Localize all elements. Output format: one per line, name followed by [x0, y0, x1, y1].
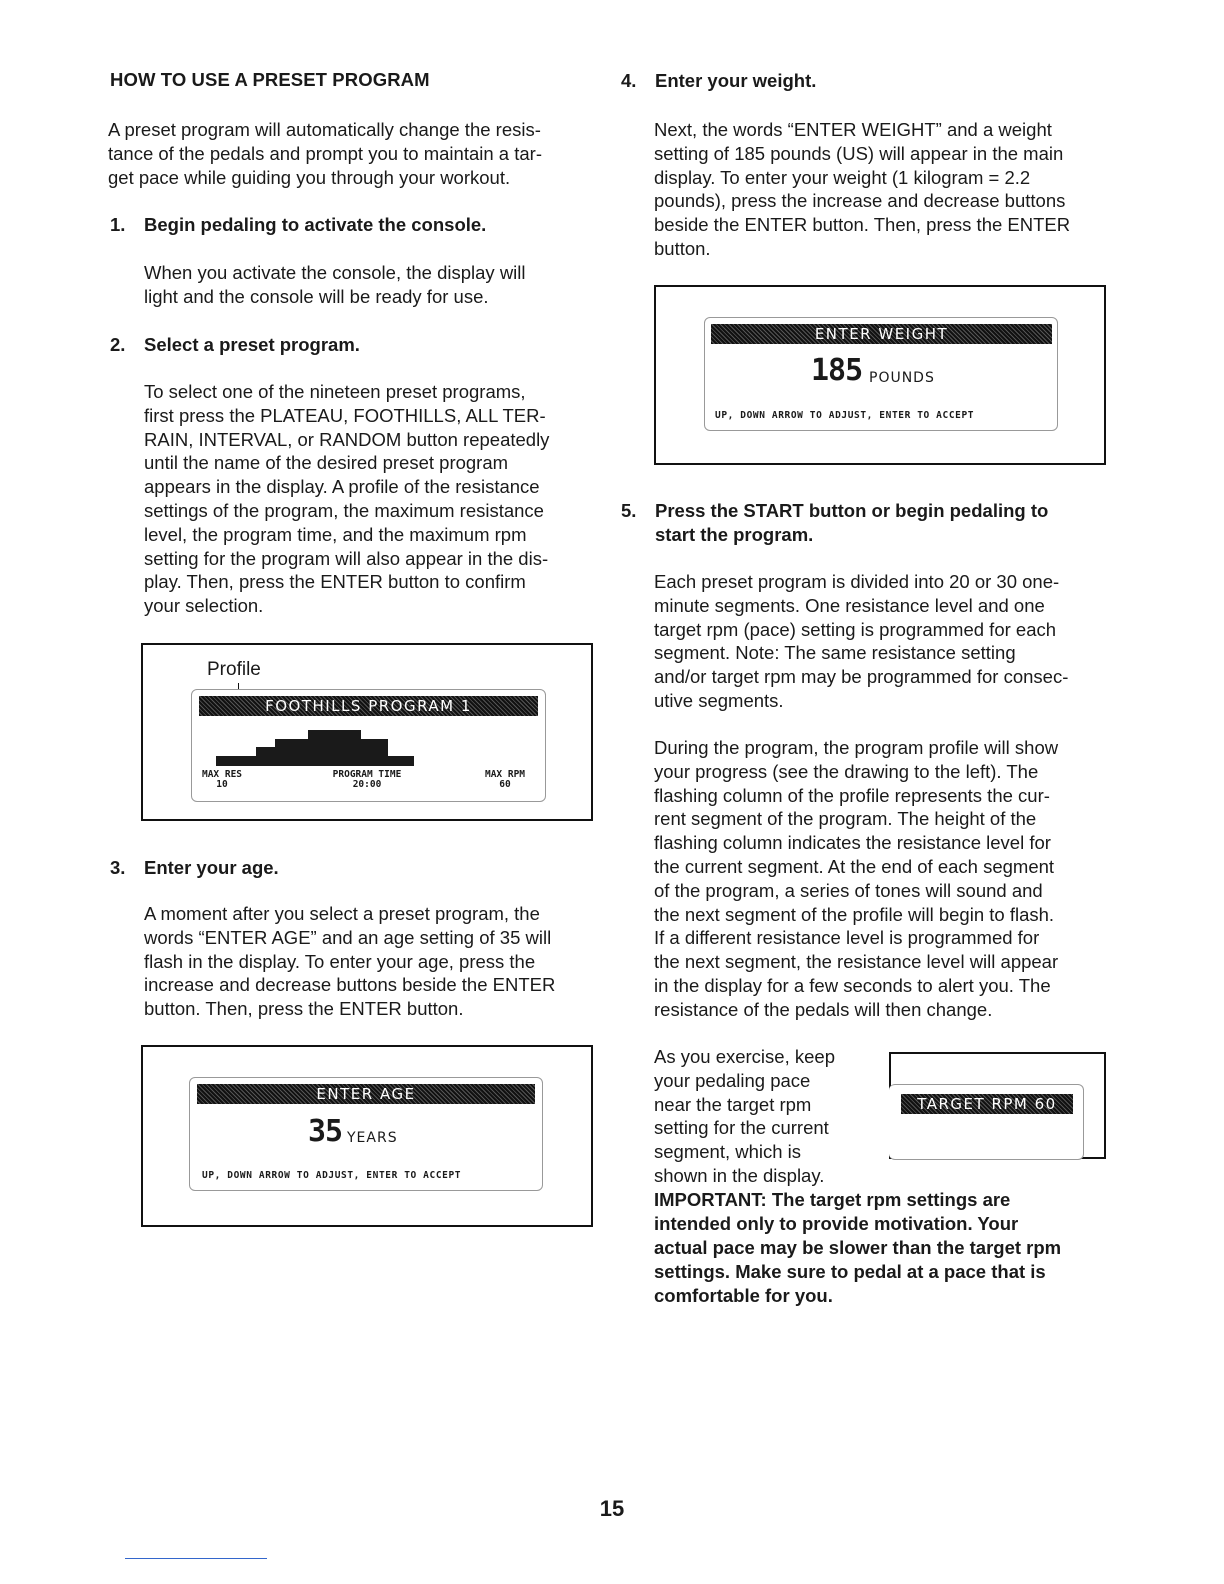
- text-line: level, the program time, and the maximum rpm: [144, 523, 527, 545]
- text-line: IMPORTANT: The target rpm settings are: [654, 1189, 1011, 1210]
- text-line: get pace while guiding you through your workout.: [108, 166, 511, 188]
- weight-figure: [654, 285, 1106, 465]
- age-unit: YEARS: [347, 1130, 398, 1146]
- text-line: in the display for a few seconds to alert you. The: [654, 974, 1051, 996]
- text-line: flash in the display. To enter your age, press the: [144, 950, 536, 972]
- text-line: tance of the pedals and prompt you to maintain a tar-: [108, 142, 542, 164]
- max-rpm-label: MAX RPM: [484, 769, 526, 780]
- text-line: display. To enter your weight (1 kilogram = 2.2: [654, 166, 1031, 188]
- text-line: setting of 185 pounds (US) will appear in the main: [654, 142, 1064, 164]
- profile-figure: [141, 643, 593, 821]
- text-line: the current segment. At the end of each segment: [654, 855, 1055, 877]
- text-line: target rpm (pace) setting is programmed for each: [654, 618, 1057, 640]
- resistance-profile: [216, 730, 416, 766]
- text-line: increase and decrease buttons beside the ENTER: [144, 974, 556, 996]
- text-line: flashing column indicates the resistance level for: [654, 832, 1051, 854]
- text-line: rent segment of the program. The height of the: [654, 808, 1037, 830]
- text-line: Each preset program is divided into 20 or 30 one-: [654, 571, 1060, 592]
- important-note: [654, 1188, 1114, 1308]
- text-line: of the program, a series of tones will sound and: [654, 879, 1043, 901]
- weight-unit: POUNDS: [869, 370, 935, 386]
- text-line: setting for the current: [654, 1117, 829, 1139]
- text-line: your progress (see the drawing to the left). The: [654, 760, 1039, 782]
- section-heading: HOW TO USE A PRESET PROGRAM: [110, 69, 430, 90]
- text-line: the next segment of the profile will begin to flash.: [654, 903, 1055, 925]
- target-rpm-figure: [889, 1052, 1106, 1159]
- text-line: minute segments. One resistance level and one: [654, 594, 1045, 616]
- age-display: [189, 1077, 543, 1191]
- profile-display: [191, 689, 546, 802]
- text-line: When you activate the console, the display will: [144, 262, 526, 283]
- step-title: Begin pedaling to activate the console.: [144, 214, 487, 235]
- text-line: appears in the display. A profile of the resistance: [144, 476, 540, 498]
- step-number: 5.: [621, 500, 637, 521]
- program-name-bar: FOOTHILLS PROGRAM 1: [199, 696, 538, 716]
- text-line: first press the PLATEAU, FOOTHILLS, ALL TER-: [144, 404, 546, 426]
- enter-weight-bar: ENTER WEIGHT: [711, 324, 1052, 344]
- step-title: [655, 499, 1048, 547]
- text-line: play. Then, press the ENTER button to confirm: [144, 571, 526, 593]
- text-line: RAIN, INTERVAL, or RANDOM button repeatedly: [144, 428, 550, 450]
- step-3-body: [144, 902, 594, 1021]
- age-figure: [141, 1045, 593, 1227]
- step-number: 4.: [621, 70, 637, 91]
- rpm-display: [889, 1084, 1084, 1160]
- text-line: During the program, the program profile will show: [654, 737, 1059, 758]
- text-line: intended only to provide motivation. Your: [654, 1213, 1019, 1234]
- program-time-stat: [322, 770, 412, 790]
- text-line: segment, which is: [654, 1141, 802, 1163]
- step-number: 3.: [110, 857, 126, 878]
- text-line: utive segments.: [654, 689, 784, 711]
- step-5-body-3: [654, 1045, 884, 1188]
- enter-age-bar: ENTER AGE: [197, 1084, 535, 1104]
- profile-column: [407, 756, 414, 767]
- text-line: A preset program will automatically change the resis-: [108, 119, 541, 140]
- max-rpm-stat: [480, 770, 530, 790]
- text-line: your pedaling pace: [654, 1069, 811, 1091]
- step-title: Enter your weight.: [655, 70, 817, 91]
- text-line: As you exercise, keep: [654, 1046, 835, 1067]
- step-4-body: [654, 118, 1114, 261]
- max-rpm-value: 60: [499, 779, 511, 790]
- text-line: light and the console will be ready for use.: [144, 285, 489, 307]
- step-number: 2.: [110, 334, 126, 355]
- text-line: resistance of the pedals will then change.: [654, 998, 993, 1020]
- step-1-body: [144, 261, 594, 309]
- text-line: words “ENTER AGE” and an age setting of 35 will: [144, 926, 552, 948]
- step-2-body: [144, 380, 594, 618]
- adjust-hint: UP, DOWN ARROW TO ADJUST, ENTER TO ACCEPT: [202, 1170, 462, 1181]
- text-line: until the name of the desired preset program: [144, 452, 509, 474]
- text-line: settings. Make sure to pedal at a pace that is: [654, 1261, 1046, 1282]
- weight-value: 185: [811, 353, 863, 388]
- intro-paragraph: [108, 118, 594, 189]
- max-res-stat: [200, 770, 244, 790]
- text-line: and/or target rpm may be programmed for consec-: [654, 666, 1069, 688]
- text-line: settings of the program, the maximum resistance: [144, 499, 544, 521]
- footer-rule: [125, 1558, 267, 1559]
- step-title: Select a preset program.: [144, 334, 360, 355]
- step-number: 1.: [110, 214, 126, 235]
- text-line: beside the ENTER button. Then, press the ENTER: [654, 214, 1071, 236]
- weight-display: [704, 317, 1058, 431]
- text-line: flashing column of the profile represents the cur-: [654, 784, 1050, 806]
- adjust-hint: UP, DOWN ARROW TO ADJUST, ENTER TO ACCEPT: [715, 410, 975, 421]
- text-line: segment. Note: The same resistance setting: [654, 642, 1016, 664]
- program-time-label: PROGRAM TIME: [332, 769, 402, 780]
- text-line: the next segment, the resistance level will appear: [654, 951, 1059, 973]
- text-line: If a different resistance level is programmed for: [654, 927, 1040, 949]
- step-5-body-2: [654, 736, 1114, 1022]
- text-line: pounds), press the increase and decrease buttons: [654, 190, 1066, 212]
- text-line: button. Then, press the ENTER button.: [144, 998, 464, 1020]
- text-line: button.: [654, 237, 711, 259]
- title-line: start the program.: [655, 524, 814, 545]
- program-time-value: 20:00: [352, 779, 382, 790]
- text-line: setting for the program will also appear in the dis-: [144, 547, 549, 569]
- page-number: 15: [599, 1496, 625, 1521]
- text-line: near the target rpm: [654, 1093, 812, 1115]
- title-line: Press the START button or begin pedaling to: [655, 500, 1049, 521]
- text-line: your selection.: [144, 595, 264, 617]
- text-line: A moment after you select a preset program, the: [144, 903, 540, 924]
- age-value: 35: [308, 1114, 343, 1149]
- text-line: shown in the display.: [654, 1164, 825, 1186]
- text-line: actual pace may be slower than the target rpm: [654, 1237, 1062, 1258]
- target-rpm-bar: TARGET RPM 60: [901, 1094, 1073, 1114]
- step-5-body-1: [654, 570, 1114, 713]
- text-line: Next, the words “ENTER WEIGHT” and a weight: [654, 119, 1052, 140]
- text-line: comfortable for you.: [654, 1285, 833, 1306]
- max-res-label: MAX RES: [201, 769, 243, 780]
- profile-callout: Profile: [207, 659, 261, 680]
- text-line: To select one of the nineteen preset programs,: [144, 381, 526, 402]
- max-res-value: 10: [216, 779, 228, 790]
- step-title: Enter your age.: [144, 857, 279, 878]
